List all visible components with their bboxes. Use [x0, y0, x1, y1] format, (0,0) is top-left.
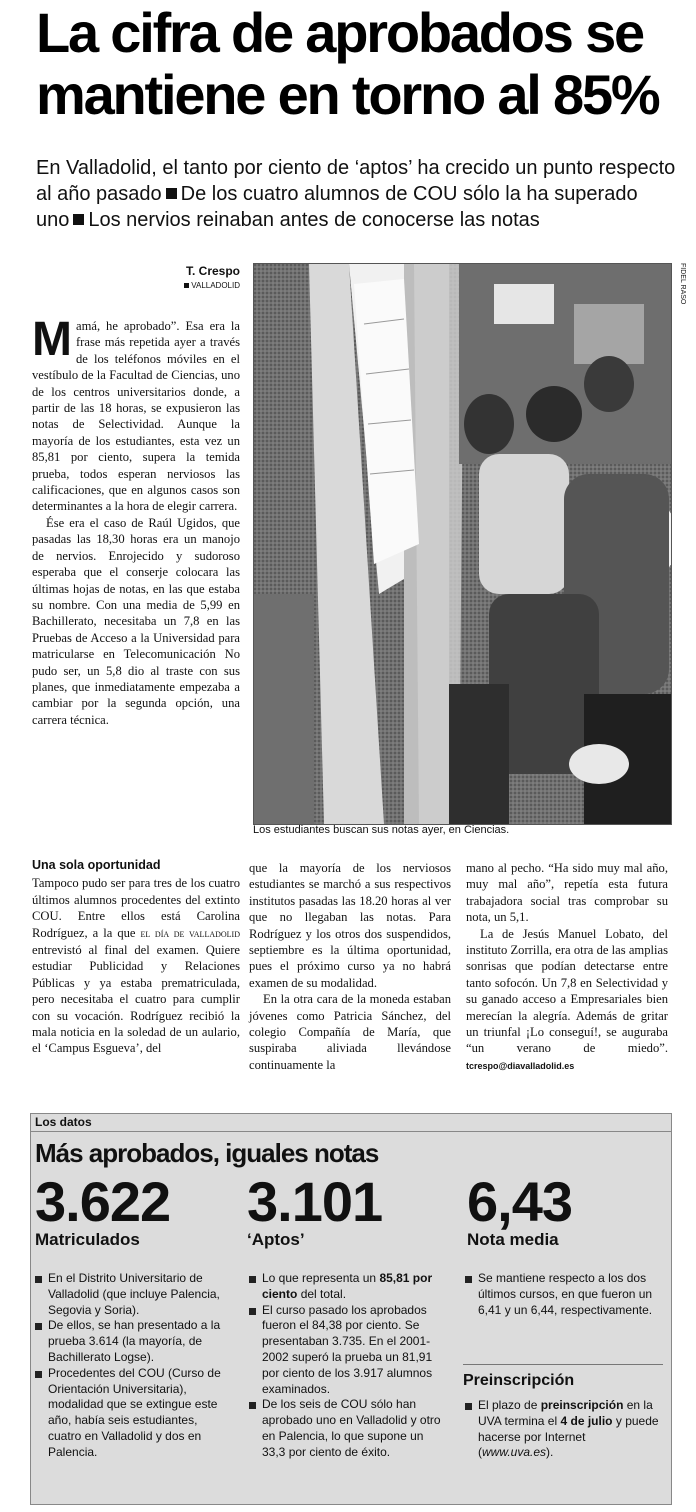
stat-matriculados [35, 1172, 170, 1250]
article-column-1-lower [32, 857, 240, 1057]
stat-value: 6,43 [467, 1170, 572, 1233]
square-bullet-icon [166, 188, 177, 199]
byline-author: T. Crespo [185, 264, 240, 278]
article-column-3 [466, 860, 668, 1074]
subhead-part-3: Los nervios reinaban antes de conocerse las notas [88, 209, 540, 231]
photo-students-bulletin-board [254, 264, 671, 824]
data-box [30, 1113, 672, 1505]
news-photo [253, 263, 672, 825]
stat-value: 3.622 [35, 1170, 171, 1233]
stat-value: 3.101 [247, 1170, 383, 1233]
list-item: El curso pasado los aprobados fueron el 84,38 por ciento. Se presentaban 3.735. En el 2001-2002 superó la prueba un 81,91 por ciento de los 3.917 alumnos examinados. [247, 1303, 447, 1398]
list-preinscripcion [463, 1398, 659, 1461]
square-bullet-icon [73, 214, 84, 225]
section-title: Una sola oportunidad [32, 858, 161, 872]
article-paragraph: mano al pecho. “Ha sido muy mal año, muy mal año”, repetía esta futura trabajadora social tras comprobar su nota, un 5,1. [466, 861, 668, 925]
list-item: De ellos, se han presentado a la prueba 3.614 (la mayoría, de Bachillerato Logse). [33, 1318, 227, 1365]
stat-label: Nota media [467, 1230, 559, 1249]
subhead-part-2: De los cuatro alumnos de COU sólo la ha superado uno [36, 183, 638, 231]
article-paragraph: La de Jesús Manuel Lobato, del instituto Zorrilla, era otra de las amplias sonrisas que podían detectarse entre tanto sofocón. Un 7,8 en Selectividad y su ganado acceso a Empresariales bien merecían la alegría. Además de gritar un triunfal ¡Lo conseguí!, se auguraba “un verano de miedo”. tcrespo@diavalladolid.es [466, 926, 668, 1071]
list-item: Procedentes del COU (Curso de Orientación Universitaria), modalidad que se extingue este año, había seis estudiantes, cuatro en Valladolid y dos en Palencia. [33, 1366, 227, 1461]
byline-location: VALLADOLID [160, 281, 240, 290]
uva-link[interactable]: www.uva.es [482, 1445, 547, 1460]
list-item: De los seis de COU sólo han aprobado uno en Valladolid y otro en Palencia, lo que supone un 33,3 por ciento de éxito. [247, 1397, 447, 1460]
stat-aptos [247, 1172, 382, 1250]
article-paragraph: Mamá, he aprobado”. Esa era la frase más repetida ayer a través de los teléfonos móviles en el vestíbulo de la Facultad de Ciencias, uno de los centros universitarios donde, a partir de las 18 horas, se expusieron las notas de Selectividad. Aunque la mayoría de los estudiantes, esta vez un 85,81 por ciento, supera la temida prueba, todos esperan nerviosos las calificaciones, que en algunos casos son determinantes a la hora de elegir carrera. [32, 313, 240, 514]
headline-line-1: La cifra de aprobados se [36, 1, 643, 64]
list-aptos [247, 1271, 447, 1461]
article-paragraph: En la otra cara de la moneda estaban jóvenes como Patricia Sánchez, del colegio Compañía de María, que suspiraba aliviada llevándose continuamente la [249, 992, 451, 1072]
list-item: El plazo de preinscripción en la UVA termina el 4 de julio y puede hacerse por Internet (www.uva.es). [463, 1398, 659, 1461]
list-nota-media [463, 1271, 659, 1318]
data-box-title: Más aprobados, iguales notas [35, 1138, 379, 1168]
article-paragraph: Tampoco pudo ser para tres de los cuatro últimos alumnos procedentes del extinto COU. Entre ellos está Carolina Rodríguez, a la que el día de valladolid entrevistó al final del examen. Quiere estudiar Publicidad y Relaciones Públicas y ya estaba prematriculada, pero necesitaba el cuatro para cumplir con su vocación. Rodríguez recibió la mala noticia en la soledad de un aulario, el ‘Campus Esgueva’, del [32, 876, 240, 1056]
data-box-tag: Los datos [35, 1115, 92, 1129]
photo-caption: Los estudiantes buscan sus notas ayer, en Ciencias. [253, 824, 510, 836]
article-paragraph: Ése era el caso de Raúl Ugidos, que pasadas las 18,30 horas era un manojo de nervios. Enrojecido y sudoroso esperaba que el conserje colocara las últimas hojas de notas, en las que estaba su nombre. Con una media de 5,99 en Bachillerato, necesitaba un 7,8 en las Pruebas de Acceso a la Universidad para matricularse en Telecomunicación No pudo ser, un 5,8 dio al traste con sus planes, que inmediatamente empezaba a cambiar por la segunda opción, una carrera técnica. [32, 515, 240, 727]
divider [463, 1364, 663, 1365]
drop-cap: M [32, 313, 72, 366]
list-item: Lo que representa un 85,81 por ciento del total. [247, 1271, 447, 1303]
divider [31, 1131, 671, 1132]
list-item: En el Distrito Universitario de Valladolid (que incluye Palencia, Segovia y Soria). [33, 1271, 227, 1318]
newspaper-name: el día de valladolid [140, 927, 240, 940]
list-item: Se mantiene respecto a los dos últimos cursos, en que fueron un 6,41 y un 6,44, respectivamente. [463, 1271, 659, 1318]
list-matriculados [33, 1271, 227, 1461]
photo-credit: FIDEL RASO [679, 263, 686, 305]
stat-label: ‘Aptos’ [247, 1230, 305, 1249]
stat-nota-media [467, 1172, 572, 1250]
subhead-part-1: En Valladolid, el tanto por ciento de ‘aptos’ ha crecido un punto respecto al año pasado [36, 157, 676, 205]
article-column-1 [32, 313, 240, 728]
subheadline [36, 155, 676, 233]
article-paragraph: que la mayoría de los nerviosos estudiantes se marchó a sus respectivos institutos pasadas las 18.20 horas al ver que no llegaban las notas. Para Rodríguez y los otros dos suspendidos, septiembre es la última oportunidad, pues el próximo curso ya no habrá examen de su modalidad. [249, 861, 451, 990]
preinscripcion-title: Preinscripción [463, 1372, 575, 1389]
headline-line-2: mantiene en torno al 85% [36, 63, 659, 126]
article-column-2 [249, 860, 451, 1073]
author-email: tcrespo@diavalladolid.es [466, 1060, 575, 1071]
stat-label: Matriculados [35, 1230, 140, 1249]
byline [160, 264, 240, 290]
headline [36, 2, 676, 126]
